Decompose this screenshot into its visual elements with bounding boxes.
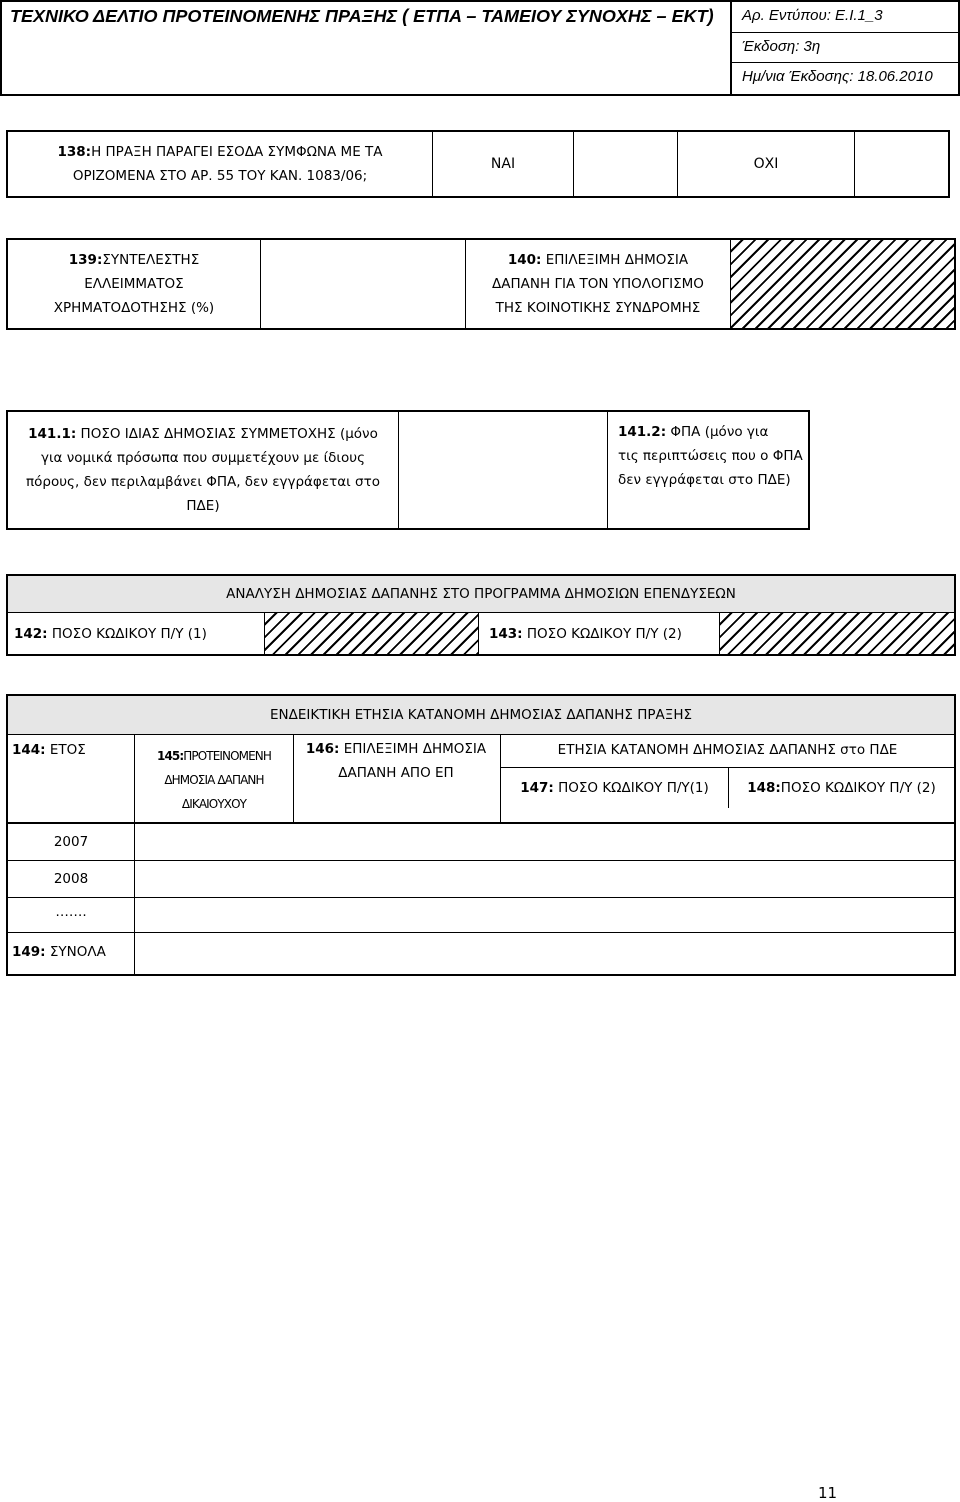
edition: Έκδοση: 3η	[742, 38, 821, 55]
dist-div-h4	[8, 932, 954, 933]
col146-line2: ΔΑΠΑΝΗ ΑΠΟ ΕΠ	[338, 765, 454, 781]
col144-code: 144:	[12, 742, 46, 758]
total-code: 149:	[12, 944, 46, 960]
q141-2-line3: δεν εγγράφεται στο ΠΔΕ)	[618, 472, 791, 488]
form-number: Αρ. Εντύπου: Ε.Ι.1_3	[742, 7, 883, 24]
q140-code: 140:	[507, 252, 542, 268]
q139-label	[8, 240, 260, 328]
q141-1-line2: για νομικά πρόσωπα που συμμετέχουν με ίδιους	[40, 450, 365, 466]
q141-1-label	[8, 412, 398, 528]
col146-code: 146:	[305, 741, 340, 757]
q140-label	[466, 240, 730, 328]
q139-line2: ΕΛΛΕΙΜΜΑΤΟΣ	[84, 276, 184, 292]
dist-div-v-body	[134, 824, 135, 974]
q139-value-field[interactable]	[261, 240, 465, 328]
col145-line2: ΔΗΜΟΣΙΑ ΔΑΠΑΝΗ	[164, 772, 264, 787]
q143-hatched-field	[720, 613, 954, 654]
q141-2-label	[618, 420, 808, 520]
col148-header	[729, 768, 954, 808]
q140-line2: ΔΑΠΑΝΗ ΓΙΑ ΤΟΝ ΥΠΟΛΟΓΙΣΜΟ	[492, 276, 704, 292]
header-divider-v	[730, 2, 732, 94]
row-year: …….	[55, 904, 87, 920]
q142-code: 142:	[14, 625, 48, 642]
col145-line3: ΔΙΚΑΙΟΥΧΟΥ	[181, 796, 247, 811]
q138-no-box[interactable]	[855, 132, 948, 196]
header-title: ΤΕΧΝΙΚΟ ΔΕΛΤΙΟ ΠΡΟΤΕΙΝΟΜΕΝΗΣ ΠΡΑΞΗΣ ( ΕΤΠΑ – ΤΑΜΕΙΟΥ ΣΥΝΟΧΗΣ – ΕΚΤ)	[10, 6, 714, 26]
col144-header	[12, 738, 132, 762]
q141-div2	[607, 412, 608, 528]
col145-header	[135, 735, 293, 824]
q141-1-code: 141.1:	[28, 426, 77, 442]
q139-line1: ΣΥΝΤΕΛΕΣΤΗΣ	[102, 252, 200, 268]
q140-line1: ΕΠΙΛΕΞΙΜΗ ΔΗΜΟΣΙΑ	[541, 252, 689, 268]
col147-header	[501, 768, 728, 808]
q138-line2: ΟΡΙΖΟΜΕΝΑ ΣΤΟ ΑΡ. 55 ΤΟΥ ΚΑΝ. 1083/06;	[72, 168, 368, 184]
col146-line1: ΕΠΙΛΕΞΙΜΗ ΔΗΜΟΣΙΑ	[339, 741, 487, 757]
q141-div3	[808, 412, 809, 528]
q141-2-line1: ΦΠΑ (μόνο για	[666, 424, 769, 440]
analysis-title: ΑΝΑΛΥΣΗ ΔΗΜΟΣΙΑΣ ΔΑΠΑΝΗΣ ΣΤΟ ΠΡΟΓΡΑΜΜΑ ΔΗΜΟΣΙΩΝ ΕΠΕΝΔΥΣΕΩΝ	[8, 576, 954, 612]
q143-label	[479, 613, 719, 654]
q138-code: 138:	[57, 144, 92, 160]
col147-text: ΠΟΣΟ ΚΩΔΙΚΟΥ Π/Υ(1)	[553, 780, 709, 796]
distribution-title: ΕΝΔΕΙΚΤΙΚΗ ΕΤΗΣΙΑ ΚΑΤΑΝΟΜΗ ΔΗΜΟΣΙΑΣ ΔΑΠΑΝΗΣ ΠΡΑΞΗΣ	[8, 696, 954, 734]
col148-text: ΠΟΣΟ ΚΩΔΙΚΟΥ Π/Υ (2)	[780, 780, 936, 796]
col146-header	[294, 737, 498, 789]
q141-2-line2: τις περιπτώσεις που ο ΦΠΑ	[618, 448, 803, 464]
row-year: 2007	[53, 834, 89, 850]
total-row-label	[12, 940, 136, 964]
col144-text: ΕΤΟΣ	[45, 742, 86, 758]
q139-line3: ΧΡΗΜΑΤΟΔΟΤΗΣΗΣ (%)	[53, 300, 215, 316]
col145-code: 145:	[157, 748, 184, 763]
table-row	[8, 824, 954, 860]
row-year: 2008	[53, 871, 89, 887]
table-row	[8, 861, 954, 897]
q142-label	[8, 613, 264, 654]
q139-code: 139:	[68, 252, 103, 268]
q141-1-line3: πόρους, δεν περιλαμβάνει ΦΠΑ, δεν εγγράφεται στο	[26, 474, 380, 490]
q138-yes: ΝΑΙ	[490, 156, 516, 172]
q138-yes-box[interactable]	[574, 132, 677, 196]
col147-code: 147:	[520, 780, 554, 796]
header-divider-h1	[732, 32, 958, 33]
page-number: 11	[818, 1484, 838, 1502]
q138-line1: Η ΠΡΑΞΗ ΠΑΡΑΓΕΙ ΕΣΟΔΑ ΣΥΜΦΩΝΑ ΜΕ ΤΑ	[91, 144, 383, 160]
q138-label	[8, 132, 432, 196]
q143-text: ΠΟΣΟ ΚΩΔΙΚΟΥ Π/Υ (2)	[522, 625, 682, 642]
q141-1-value-field[interactable]	[399, 412, 607, 528]
col148-code: 148:	[747, 780, 781, 796]
q143-code: 143:	[489, 625, 523, 642]
q141-1-line1: ΠΟΣΟ ΙΔΙΑΣ ΔΗΜΟΣΙΑΣ ΣΥΜΜΕΤΟΧΗΣ (μόνο	[76, 426, 378, 442]
q142-text: ΠΟΣΟ ΚΩΔΙΚΟΥ Π/Υ (1)	[47, 625, 207, 642]
edition-date: Ημ/νια Έκδοσης: 18.06.2010	[742, 68, 933, 85]
header-table	[0, 0, 960, 96]
table-row	[8, 898, 954, 932]
q138-no: ΟΧΙ	[753, 156, 779, 172]
q140-hatched-field	[731, 240, 954, 328]
total-text: ΣΥΝΟΛΑ	[45, 944, 106, 960]
q141-2-code: 141.2:	[618, 424, 667, 440]
q141-1-line4: ΠΔΕ)	[186, 498, 220, 514]
header-divider-h2	[732, 62, 958, 63]
q142-hatched-field	[265, 613, 478, 654]
col145-line1: ΠΡΟΤΕΙΝΟΜΕΝΗ	[183, 748, 271, 763]
annual-header: ΕΤΗΣΙΑ ΚΑΤΑΝΟΜΗ ΔΗΜΟΣΙΑΣ ΔΑΠΑΝΗΣ στο ΠΔΕ	[557, 742, 898, 758]
q140-line3: ΤΗΣ ΚΟΙΝΟΤΙΚΗΣ ΣΥΝΔΡΟΜΗΣ	[495, 300, 701, 316]
